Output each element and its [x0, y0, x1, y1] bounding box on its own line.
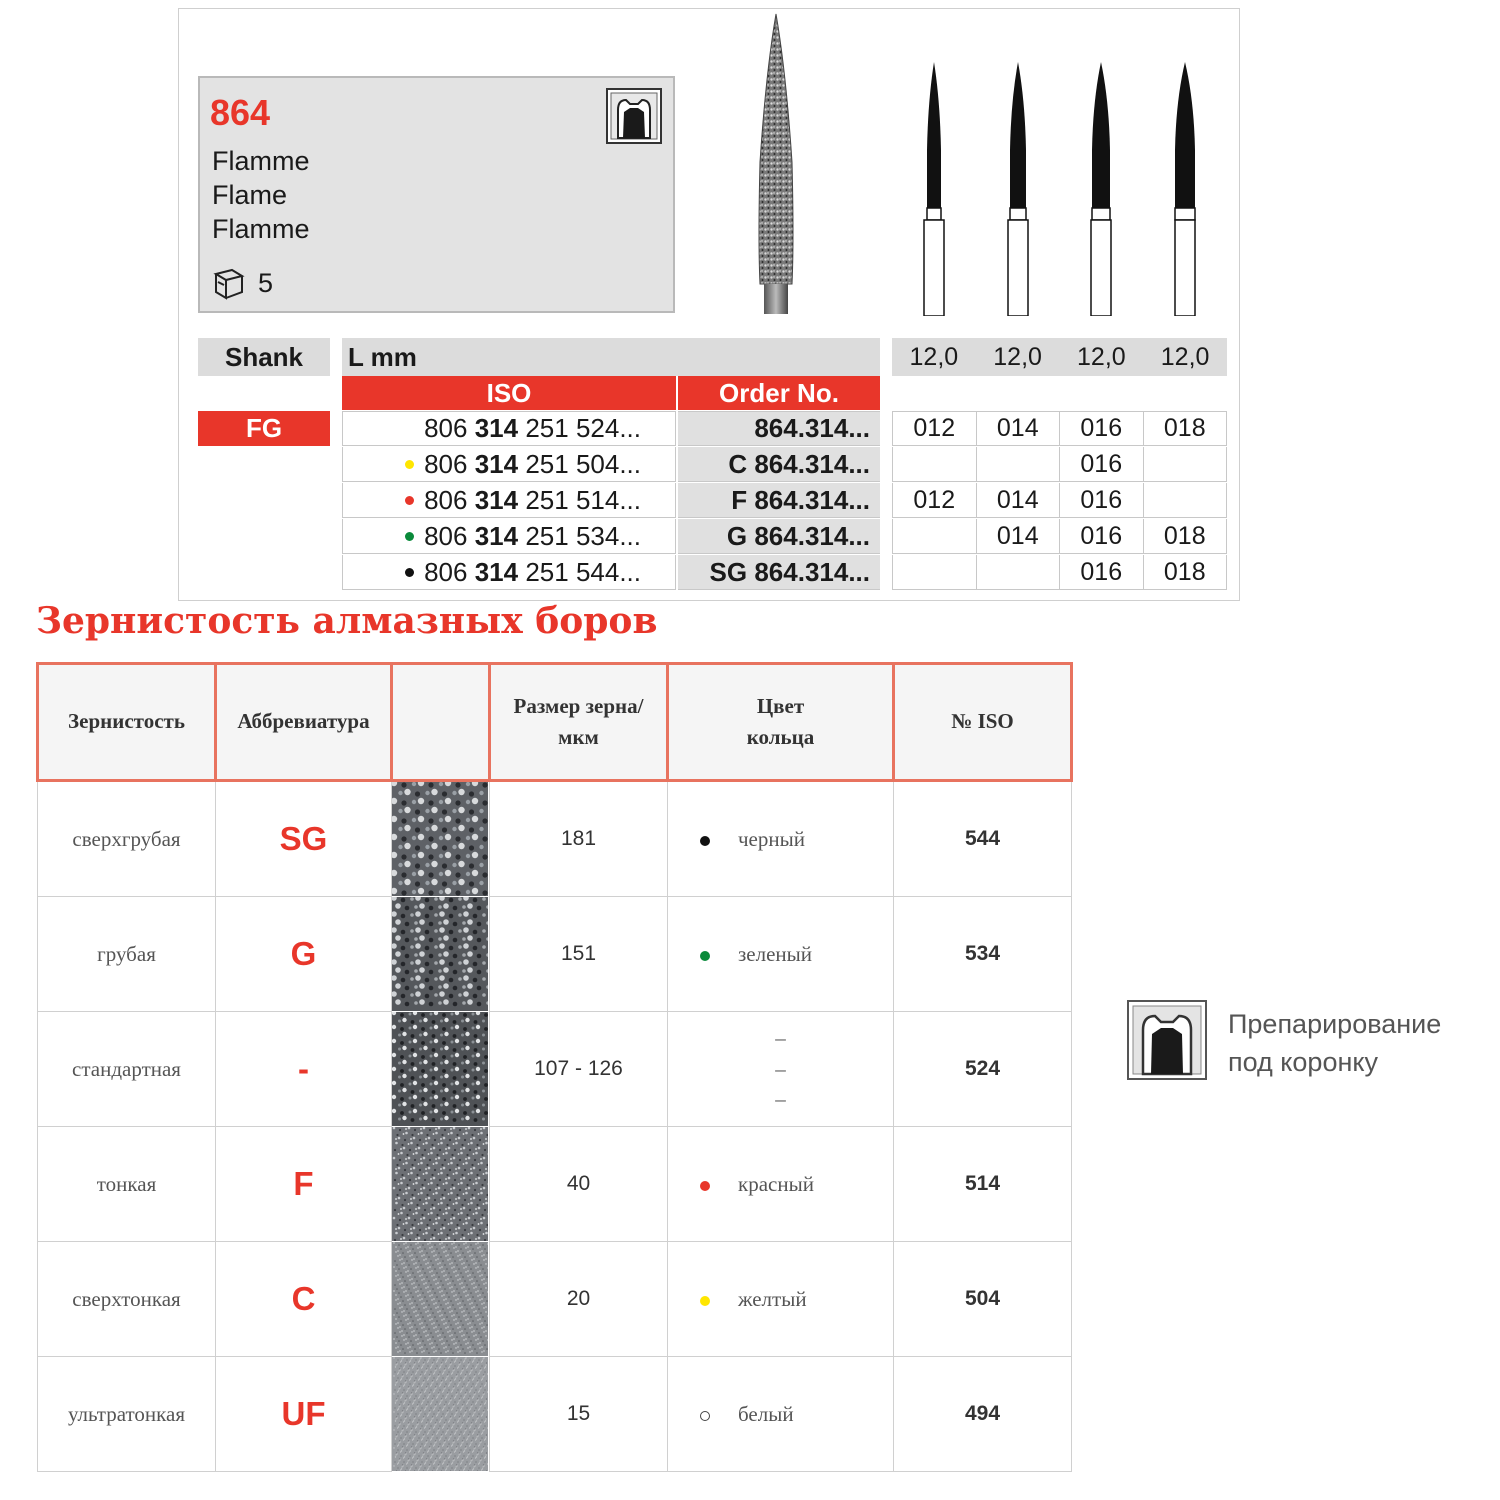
- grit-texture-cell: [392, 1242, 490, 1357]
- iso-code-part: 314: [474, 556, 519, 587]
- size-cells: [892, 483, 1227, 518]
- order-number: SG 864.314...: [678, 555, 880, 590]
- ring-color-header: [668, 664, 894, 781]
- iso-header: ISO: [342, 376, 676, 410]
- grain-size: 20: [490, 1242, 668, 1357]
- product-name-de: Flamme: [212, 146, 310, 176]
- ring-color: [668, 1242, 894, 1357]
- grit-abbreviation: -: [216, 1012, 392, 1127]
- crown-preparation-icon: [1127, 1000, 1207, 1080]
- size-cell: 016: [1060, 411, 1144, 446]
- iso-number: 534: [894, 897, 1072, 1012]
- size-cell: [1144, 447, 1228, 482]
- grit-abbreviation: SG: [216, 781, 392, 897]
- spec-row: [342, 519, 1227, 555]
- grit-abbreviation: F: [216, 1127, 392, 1242]
- size-cell: [977, 447, 1061, 482]
- order-number: F 864.314...: [678, 483, 880, 518]
- grit-row: [38, 781, 1072, 897]
- iso-code: [342, 555, 676, 590]
- grain-size-header: [490, 664, 668, 781]
- size-cell: 016: [1060, 555, 1144, 590]
- legend-text: [1228, 1006, 1441, 1082]
- ring-color-label: желтый: [738, 1286, 807, 1311]
- grit-texture-swatch: [392, 1242, 488, 1356]
- iso-code-part: 251 504...: [525, 448, 641, 479]
- texture-header: [392, 664, 490, 781]
- size-cell: 012: [892, 483, 977, 518]
- ring-color: [668, 1357, 894, 1472]
- grit-texture-swatch: [392, 897, 488, 1011]
- grit-name: сверхтонкая: [38, 1242, 216, 1357]
- box-icon: [212, 266, 246, 300]
- length-values: [892, 338, 1227, 376]
- size-cell: 018: [1144, 519, 1228, 554]
- size-cells: [892, 447, 1227, 482]
- legend-line2: под коронку: [1228, 1046, 1378, 1077]
- grit-texture-cell: [392, 897, 490, 1012]
- length-value: 12,0: [1160, 342, 1210, 371]
- grit-texture-swatch: [392, 1357, 488, 1471]
- bur-drawing-018: [1165, 60, 1205, 316]
- spec-row: [342, 411, 1227, 447]
- ring-color-label: черный: [738, 826, 805, 851]
- size-cell: 014: [977, 483, 1061, 518]
- ring-color-dot: [700, 1296, 710, 1306]
- iso-code-part: 251 524...: [525, 413, 641, 443]
- grain-size-header-line1: Размер зерна/: [513, 693, 644, 718]
- grain-size: 15: [490, 1357, 668, 1472]
- iso-number: 494: [894, 1357, 1072, 1472]
- grit-name: ультратонкая: [38, 1357, 216, 1472]
- bur-photo: [740, 12, 812, 314]
- iso-number: 514: [894, 1127, 1072, 1242]
- ring-color-label: белый: [738, 1401, 794, 1426]
- spec-row: [342, 483, 1227, 519]
- iso-code: [342, 483, 676, 518]
- iso-number: 504: [894, 1242, 1072, 1357]
- grit-header: Зернистость: [38, 664, 216, 781]
- grit-texture-swatch: [392, 782, 488, 896]
- iso-code-part: 314: [474, 484, 519, 515]
- ring-color: [668, 897, 894, 1012]
- ring-color: [668, 1127, 894, 1242]
- length-value: 12,0: [1077, 342, 1126, 371]
- size-cells: [892, 411, 1227, 446]
- grain-size: 40: [490, 1127, 668, 1242]
- iso-code-part: 806: [424, 520, 468, 551]
- grit-abbreviation: G: [216, 897, 392, 1012]
- iso-code: [342, 519, 676, 554]
- iso-code-part: 314: [474, 413, 519, 443]
- grit-row: [38, 1242, 1072, 1357]
- size-cell: 016: [1060, 483, 1144, 518]
- order-number-header: Order No.: [678, 376, 880, 410]
- grit-row: [38, 1127, 1072, 1242]
- grit-texture-swatch: [392, 1127, 488, 1241]
- ring-color-label: зеленый: [738, 941, 813, 966]
- grain-size: 151: [490, 897, 668, 1012]
- grit-name: сверхгрубая: [38, 781, 216, 897]
- size-cell: [892, 555, 977, 590]
- legend-line1: Препарирование: [1228, 1009, 1442, 1039]
- iso-code-part: 314: [474, 448, 519, 479]
- product-name-en: Flame: [212, 180, 288, 210]
- size-cell: [892, 519, 977, 554]
- order-number: C 864.314...: [678, 447, 880, 482]
- ring-color-header-line1: Цвет: [756, 693, 805, 718]
- grit-name: грубая: [38, 897, 216, 1012]
- grit-texture-swatch: [392, 1012, 488, 1126]
- shank-header: Shank: [198, 338, 330, 376]
- grit-abbreviation: UF: [216, 1357, 392, 1472]
- grit-dot: [405, 568, 414, 577]
- ring-color: [668, 781, 894, 897]
- order-number: G 864.314...: [678, 519, 880, 554]
- iso-code-part: 806: [424, 484, 468, 515]
- size-cell: 016: [1060, 519, 1144, 554]
- grit-table: [36, 662, 1073, 1472]
- ring-color-dot: [700, 836, 710, 846]
- grit-abbreviation: C: [216, 1242, 392, 1357]
- iso-code-part: 251 514...: [525, 484, 641, 515]
- grit-texture-cell: [392, 1127, 490, 1242]
- grain-size-header-line2: мкм: [558, 725, 599, 749]
- size-cell: 018: [1144, 555, 1228, 590]
- spec-row: [342, 447, 1227, 483]
- bur-drawing-016: [1081, 60, 1121, 316]
- grit-texture-cell: [392, 1357, 490, 1472]
- iso-code-part: 806: [424, 448, 468, 479]
- grit-row: [38, 1012, 1072, 1127]
- ring-color-dot: [700, 1181, 710, 1191]
- length-header: L mm: [342, 338, 880, 376]
- crown-preparation-icon: [606, 88, 662, 144]
- iso-code-part: 314: [474, 520, 519, 551]
- spec-row: [342, 555, 1227, 591]
- grit-dot: [405, 496, 414, 505]
- size-cell: [1144, 483, 1228, 518]
- iso-code: [342, 411, 676, 446]
- grit-texture-cell: [392, 781, 490, 897]
- iso-code-part: 806: [424, 556, 468, 587]
- size-cell: 014: [977, 411, 1061, 446]
- grain-size: 107 - 126: [490, 1012, 668, 1127]
- ring-color-label: красный: [738, 1171, 814, 1196]
- spec-table-body: [342, 411, 1227, 591]
- pack-quantity: 5: [258, 268, 274, 298]
- iso-number-header: № ISO: [894, 664, 1072, 781]
- iso-code-part: 251 544...: [525, 556, 641, 587]
- ring-color-dot: [700, 1411, 710, 1421]
- shank-type-badge: FG: [198, 411, 330, 446]
- order-number: 864.314...: [678, 411, 880, 446]
- abbreviation-header: Аббревиатура: [216, 664, 392, 781]
- iso-number: 524: [894, 1012, 1072, 1127]
- iso-code-part: 251 534...: [525, 520, 641, 551]
- size-cell: [892, 447, 977, 482]
- grit-title: Зернистость алмазных боров: [36, 600, 658, 642]
- grit-name: стандартная: [38, 1012, 216, 1127]
- grit-dot: [405, 532, 414, 541]
- grit-name: тонкая: [38, 1127, 216, 1242]
- grit-table-body: [38, 781, 1072, 1472]
- model-number: 864: [210, 92, 271, 133]
- length-value: 12,0: [993, 342, 1042, 371]
- size-cell: 012: [892, 411, 977, 446]
- grit-texture-cell: [392, 1012, 490, 1127]
- bur-drawing-012: [914, 60, 954, 316]
- ring-color: [668, 1012, 894, 1127]
- grit-row: [38, 897, 1072, 1012]
- size-cells: [892, 519, 1227, 554]
- size-cell: 016: [1060, 447, 1144, 482]
- size-cell: 014: [977, 519, 1061, 554]
- iso-code: [342, 447, 676, 482]
- bur-drawing-014: [998, 60, 1038, 316]
- ring-color-dot: [700, 951, 710, 961]
- size-cell: [977, 555, 1061, 590]
- size-cells: [892, 555, 1227, 590]
- grain-size: 181: [490, 781, 668, 897]
- iso-number: 544: [894, 781, 1072, 897]
- size-cell: 018: [1144, 411, 1228, 446]
- grit-dot: [405, 460, 414, 469]
- grit-row: [38, 1357, 1072, 1472]
- length-value: 12,0: [909, 342, 959, 371]
- product-name-fr: Flamme: [212, 214, 310, 244]
- iso-code-part: 806: [424, 413, 468, 443]
- ring-color-header-line2: кольца: [746, 725, 815, 749]
- ring-color-label: – – –: [775, 1026, 786, 1112]
